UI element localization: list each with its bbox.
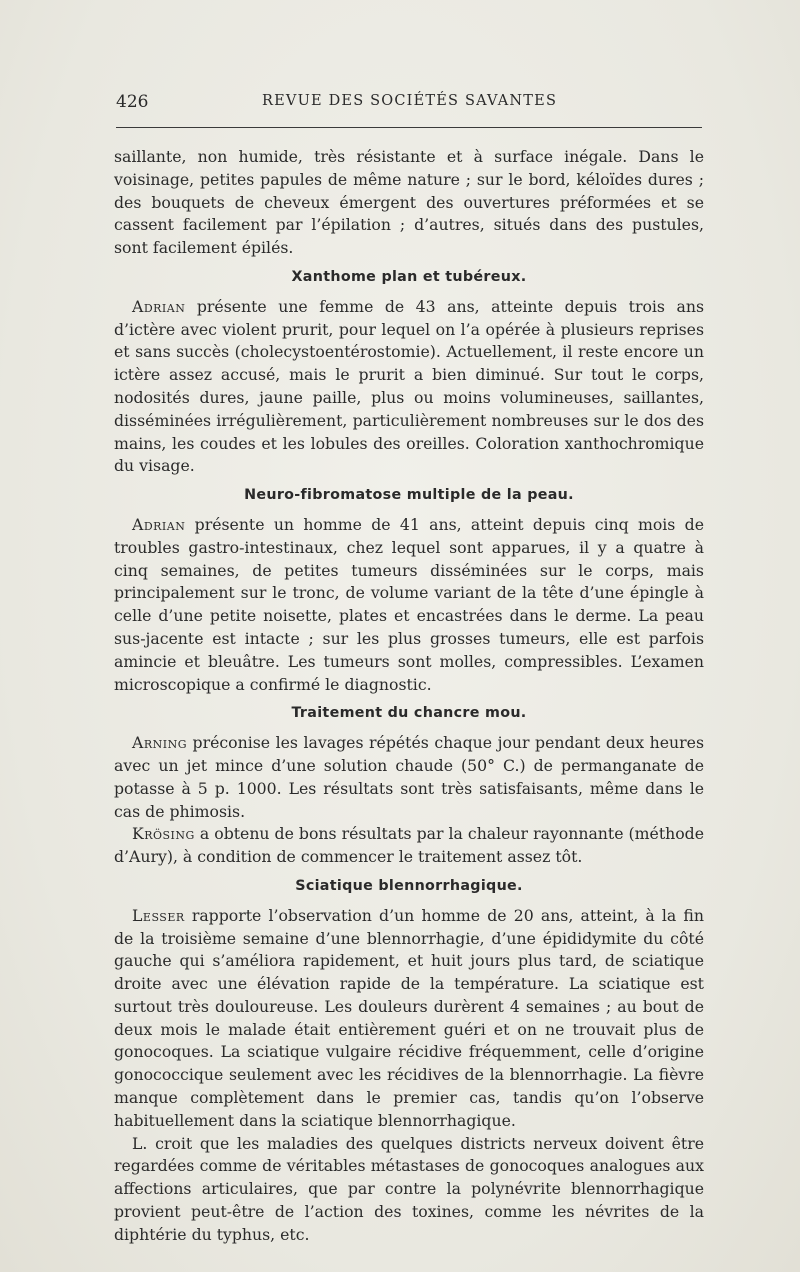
page-header xyxy=(116,92,702,116)
article-body xyxy=(114,146,704,1247)
author-name: Adrian xyxy=(132,514,186,534)
paragraph-lesser xyxy=(114,905,704,1133)
page-number: 426 xyxy=(116,92,149,112)
section-heading-sciatique: Sciatique blennorrhagique. xyxy=(295,877,523,894)
section-heading-chancre: Traitement du chancre mou. xyxy=(291,705,527,722)
section-heading-neurofibromatose: Neuro-fibromatose multiple de la peau. xyxy=(244,487,574,504)
paragraph-arning xyxy=(114,732,704,823)
paragraph-text: présente un homme de 41 ans, atteint depuis cinq mois de troubles gastro-intestinaux, chez lequel sont apparues, il y a quatre à cinq semaines, de petites tumeurs disséminées sur le corps, mais principalement sur le tronc, de volume variant de la tête d’une épingle à celle d’une petite noisette, plates et encastrées dans le derme. La peau sus-jacente est intacte ; sur les plus grosses tumeurs, elle est parfois amincie et bleuâtre. Les tumeurs sont molles, compressibles. L’examen microscopique a confirmé le diagnostic. xyxy=(114,514,704,694)
paragraph-continuation: saillante, non humide, très résistante et à surface inégale. Dans le voisinage, petites papules de même nature ; sur le bord, kéloïdes dures ; des bouquets de cheveux émergent des ouvertures préformées et se cassent facilement par l’épilation ; d’autres, situés dans des pustules, sont facilement épilés. xyxy=(114,147,704,258)
running-title: REVUE DES SOCIÉTÉS SAVANTES xyxy=(262,93,558,109)
paragraph-neurofibromatose xyxy=(114,514,704,696)
paragraph-text: rapporte l’observation d’un homme de 20 ans, atteint, à la fin de la troisième semaine d’une blennorrhagie, d’une épididymite du côté gauche qui s’améliora rapidement, et huit jours plus tard, de sciatique droite avec une élévation rapide de la température. La sciatique est surtout très douloureuse. Les douleurs durèrent 4 semaines ; au bout de deux mois le malade était entièrement guéri et on ne trouvait plus de gonocoques. La sciatique vulgaire récidive fréquemment, celle d’origine gonococcique seulement avec les récidives de la blennorrhagie. La fièvre manque complètement dans le premier cas, tandis qu’on l’observe habituellement dans la sciatique blennorrhagique. xyxy=(114,905,704,1130)
paragraph-text: préconise les lavages répétés chaque jour pendant deux heures avec un jet mince d’une solution chaude (50° C.) de permanganate de potasse à 5 p. 1000. Les résultats sont très satisfaisants, même dans le cas de phimosis. xyxy=(114,733,704,821)
paragraph-krosing xyxy=(114,823,704,869)
author-name: Lesser xyxy=(132,905,185,925)
section-heading-xanthome: Xanthome plan et tubéreux. xyxy=(291,268,527,285)
header-rule xyxy=(116,127,702,128)
author-name: Krösing xyxy=(132,824,195,844)
paragraph-conclusion: L. croit que les maladies des quelques districts nerveux doivent être regardées comme de véritables métastases de gonocoques analogues aux affections articulaires, que par contre la polynévrite blennorrhagique provient peut-être de l’action des toxines, comme les névrites de la diphtérie du typhus, etc. xyxy=(114,1133,704,1244)
paragraph-text: présente une femme de 43 ans, atteinte depuis trois ans d’ictère avec violent prurit, pour lequel on l’a opérée à plusieurs reprises et sans succès (cholecystoentérostomie). Actuellement, il reste encore un ictère assez accusé, mais le prurit a bien diminué. Sur tout le corps, nodosités dures, jaune paille, plus ou moins volumineuses, saillantes, disséminées irrégulièrement, particulièrement nombreuses sur le dos des mains, les coudes et les lobules des oreilles. Coloration xanthochromique du visage. xyxy=(114,296,704,476)
paragraph-xanthome xyxy=(114,296,704,478)
paragraph-text: a obtenu de bons résultats par la chaleur rayonnante (méthode d’Aury), à condition de commencer le traitement assez tôt. xyxy=(114,824,704,867)
author-name: Adrian xyxy=(132,296,186,316)
author-name: Arning xyxy=(132,733,187,753)
